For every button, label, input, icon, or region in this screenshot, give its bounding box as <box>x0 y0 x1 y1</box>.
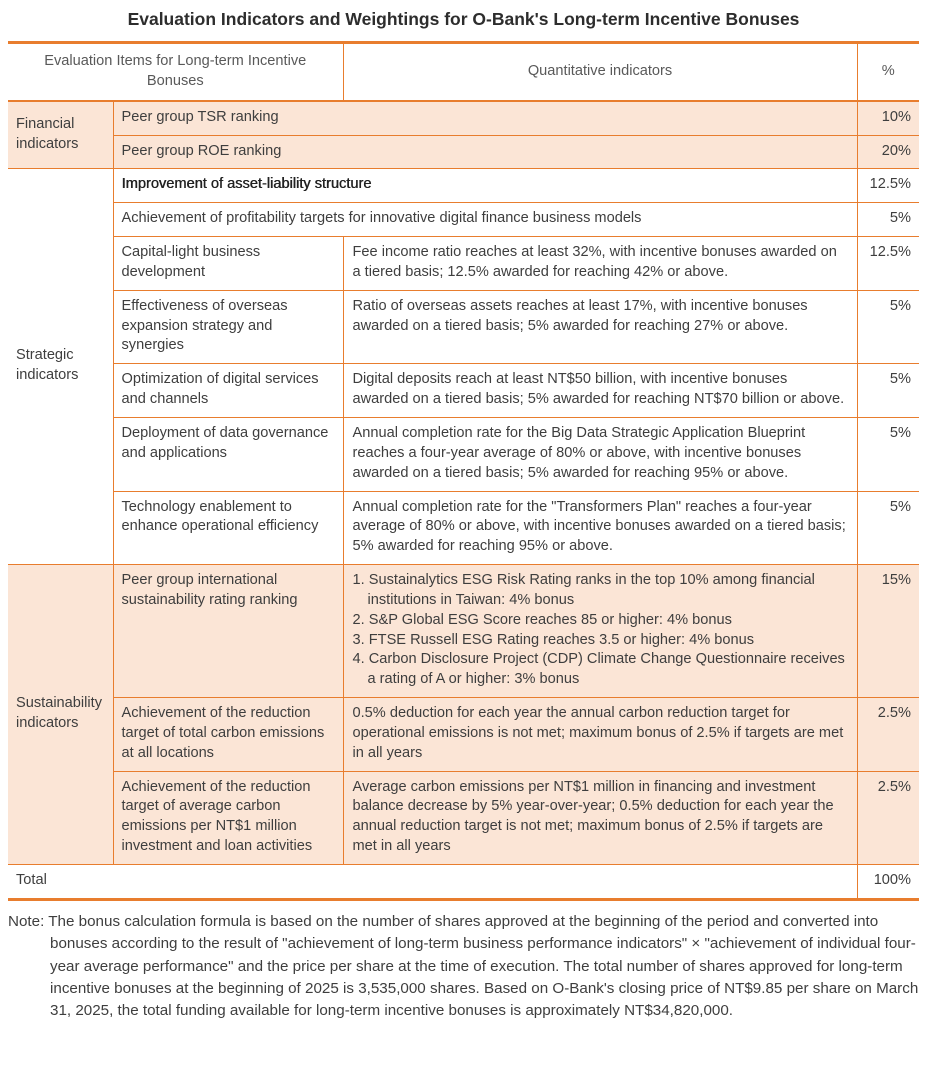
percent-cell: 12.5% <box>857 169 919 203</box>
table-row-financial-roe <box>8 135 919 169</box>
quantitative-cell: Average carbon emissions per NT$1 million in financing and investment balance decrease by 5% year-over-year; 0.5% deduction for each year the annual reduction target is not met; maximum bonus of 2.5% if targets are met in all years <box>343 771 857 864</box>
item-cell: Achievement of the reduction target of total carbon emissions at all locations <box>113 698 343 772</box>
quant-list-item: 3. FTSE Russell ESG Rating reaches 3.5 or higher: 4% bonus <box>352 631 755 648</box>
group-label-strategic: Strategic indicators <box>8 169 113 565</box>
table-header-row <box>8 43 919 101</box>
col-header-evaluation-items: Evaluation Items for Long-term Incentive Bonuses <box>8 43 343 101</box>
total-percent: 100% <box>857 865 919 900</box>
item-cell: Optimization of digital services and channels <box>113 364 343 418</box>
table-row-strategic-technology <box>8 491 919 565</box>
quantitative-cell: Digital deposits reach at least NT$50 billion, with incentive bonuses awarded on a tiered basis; 5% awarded for reaching NT$70 billion or above. <box>343 364 857 418</box>
percent-cell: 2.5% <box>857 771 919 864</box>
evaluation-table <box>8 41 919 901</box>
table-row-strategic-capital-light <box>8 237 919 291</box>
quantitative-cell: Annual completion rate for the "Transformers Plan" reaches a four-year average of 80% or above, with incentive bonuses awarded on a tiered basis; 5% awarded for reaching 95% or above. <box>343 491 857 565</box>
quant-list-item: 1. Sustainalytics ESG Risk Rating ranks in the top 10% among financial institutions in Taiwan: 4% bonus <box>352 572 815 608</box>
item-cell: Peer group international sustainability rating ranking <box>113 565 343 698</box>
item-cell: Peer group ROE ranking <box>113 135 857 169</box>
percent-cell: 20% <box>857 135 919 169</box>
item-cell: Peer group TSR ranking <box>113 101 857 135</box>
quant-list-item: 2. S&P Global ESG Score reaches 85 or higher: 4% bonus <box>352 611 732 628</box>
footnote <box>8 911 921 1023</box>
page-title: Evaluation Indicators and Weightings for O-Bank's Long-term Incentive Bonuses <box>127 9 800 29</box>
table-row-sustainability-rating <box>8 565 919 698</box>
table-row-strategic-overseas <box>8 290 919 364</box>
total-label: Total <box>8 865 857 900</box>
percent-cell: 15% <box>857 565 919 698</box>
table-row-total <box>8 865 919 900</box>
item-cell: Improvement of asset-liability structure <box>113 169 857 203</box>
percent-cell: 5% <box>857 203 919 237</box>
percent-cell: 5% <box>857 290 919 364</box>
table-row-sustainability-total-carbon <box>8 698 919 772</box>
percent-cell: 12.5% <box>857 237 919 291</box>
quantitative-cell: Fee income ratio reaches at least 32%, with incentive bonuses awarded on a tiered basis; 12.5% awarded for reaching 42% or above. <box>343 237 857 291</box>
table-row-strategic-profitability <box>8 203 919 237</box>
item-cell: Effectiveness of overseas expansion strategy and synergies <box>113 290 343 364</box>
table-row-strategic-data-governance <box>8 417 919 491</box>
footnote-label: Note: <box>8 912 45 930</box>
footnote-text: The bonus calculation formula is based on the number of shares approved at the beginning of the period and converted into bonuses according to the result of "achievement of long-term business performance indicators" × "achievement of individual four-year average performance" and the price per share at the time of execution. The total number of shares approved for long-term incentive bonuses at the beginning of 2025 is 3,535,000 shares. Based on O-Bank's closing price of NT$9.85 per share on March 31, 2025, the total funding available for long-term incentive bonuses is approximately NT$34,820,000. <box>48 912 919 1020</box>
quantitative-cell: 0.5% deduction for each year the annual carbon reduction target for operational emissions is not met; maximum bonus of 2.5% if targets are met in all years <box>343 698 857 772</box>
percent-cell: 2.5% <box>857 698 919 772</box>
percent-cell: 5% <box>857 491 919 565</box>
group-label-financial: Financial indicators <box>8 101 113 169</box>
item-cell: Technology enablement to enhance operational efficiency <box>113 491 343 565</box>
item-cell: Achievement of the reduction target of average carbon emissions per NT$1 million investment and loan activities <box>113 771 343 864</box>
item-cell: Deployment of data governance and applications <box>113 417 343 491</box>
quantitative-cell: Ratio of overseas assets reaches at least 17%, with incentive bonuses awarded on a tiered basis; 5% awarded for reaching 27% or above. <box>343 290 857 364</box>
percent-cell: 10% <box>857 101 919 135</box>
table-row-financial-tsr <box>8 101 919 135</box>
item-cell: Capital-light business development <box>113 237 343 291</box>
group-label-sustainability: Sustainability indicators <box>8 565 113 865</box>
table-row-strategic-asset-liability <box>8 169 919 203</box>
quantitative-cell: Annual completion rate for the Big Data Strategic Application Blueprint reaches a four-year average of 80% or above, with incentive bonuses awarded on a tiered basis; 5% awarded for reaching 95% or above. <box>343 417 857 491</box>
quant-list-item: 4. Carbon Disclosure Project (CDP) Climate Change Questionnaire receives a rating of A or higher: 3% bonus <box>352 651 845 688</box>
table-row-sustainability-average-carbon <box>8 771 919 864</box>
col-header-percent: % <box>857 43 919 101</box>
percent-cell: 5% <box>857 417 919 491</box>
col-header-quantitative-indicators: Quantitative indicators <box>343 43 857 101</box>
percent-cell: 5% <box>857 364 919 418</box>
item-cell: Achievement of profitability targets for innovative digital finance business models <box>113 203 857 237</box>
document-page <box>0 9 927 1023</box>
quantitative-cell <box>343 565 857 698</box>
table-row-strategic-digital-services <box>8 364 919 418</box>
